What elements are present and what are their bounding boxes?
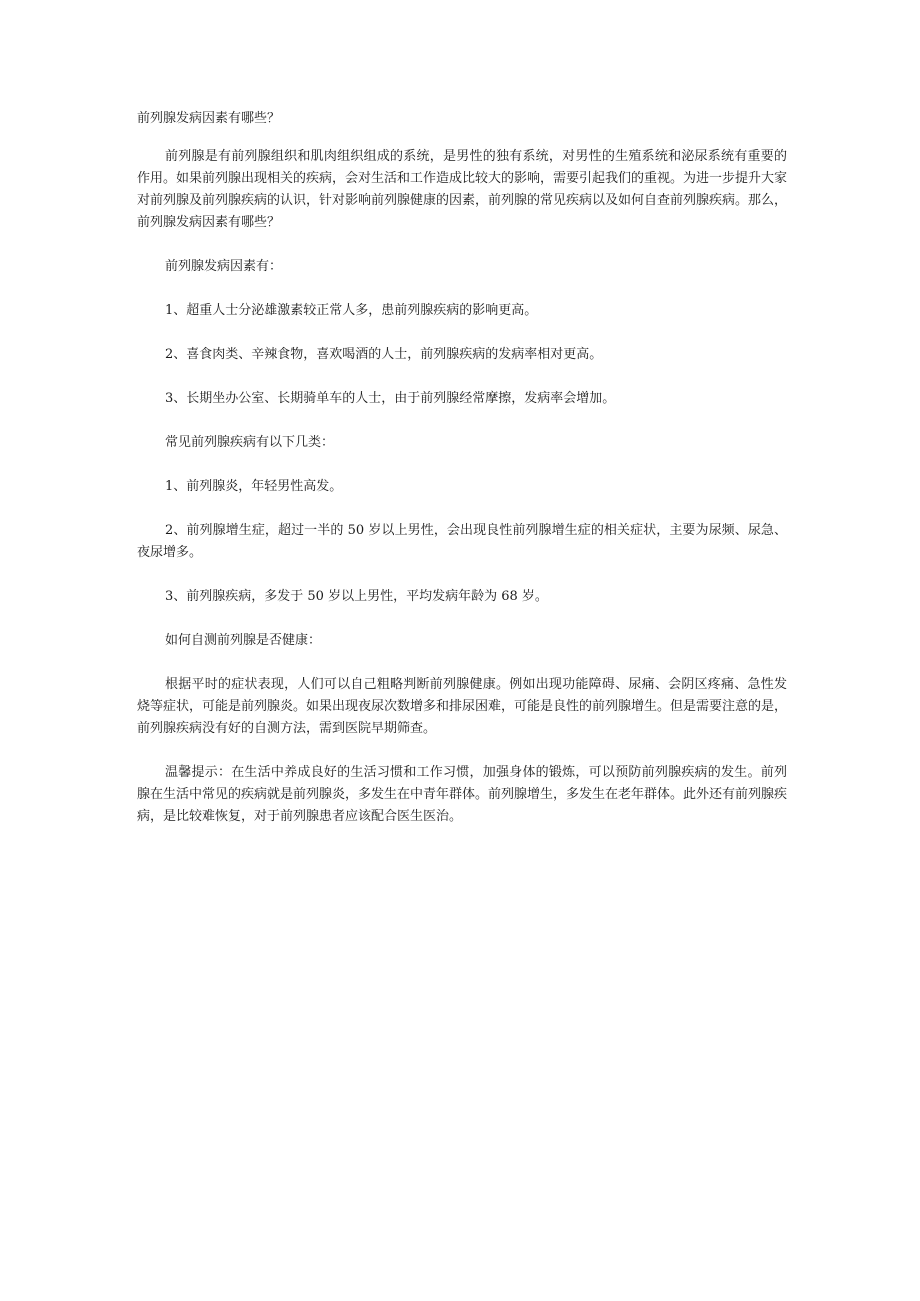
document-title: 前列腺发病因素有哪些？ (137, 111, 281, 126)
selfcheck-heading: 如何自测前列腺是否健康： (165, 633, 322, 648)
diseases-heading: 常见前列腺疾病有以下几类： (165, 435, 335, 450)
disease-item-2: 2、前列腺增生症，超过一半的 50 岁以上男性，会出现良性前列腺增生症的相关症状，主要为尿频、尿急、夜尿增多。 (137, 523, 787, 560)
factor-item-3: 3、长期坐办公室、长期骑单车的人士，由于前列腺经常摩擦，发病率会增加。 (165, 391, 616, 406)
factor-item-2: 2、喜食肉类、辛辣食物，喜欢喝酒的人士，前列腺疾病的发病率相对更高。 (165, 347, 603, 362)
document-page (137, 108, 787, 828)
selfcheck-paragraph: 根据平时的症状表现，人们可以自己粗略判断前列腺健康。例如出现功能障碍、尿痛、会阴区疼痛、急性发烧等症状，可能是前列腺炎。如果出现夜尿次数增多和排尿困难，可能是良性的前列腺增生。但是需要注意的是，前列腺疾病没有好的自测方法，需到医院早期筛查。 (137, 677, 788, 736)
disease-item-3: 3、前列腺疾病，多发于 50 岁以上男性，平均发病年龄为 68 岁。 (165, 589, 548, 604)
disease-item-1: 1、前列腺炎，年轻男性高发。 (165, 479, 343, 494)
factors-heading: 前列腺发病因素有： (165, 259, 283, 274)
factor-item-1: 1、超重人士分泌雄激素较正常人多，患前列腺疾病的影响更高。 (165, 303, 538, 318)
tip-paragraph: 温馨提示：在生活中养成良好的生活习惯和工作习惯，加强身体的锻炼，可以预防前列腺疾病的发生。前列腺在生活中常见的疾病就是前列腺炎，多发生在中青年群体。前列腺增生，多发生在老年群体。此外还有前列腺疾病，是比较难恢复，对于前列腺患者应该配合医生医治。 (137, 765, 788, 824)
intro-paragraph: 前列腺是有前列腺组织和肌肉组织组成的系统，是男性的独有系统，对男性的生殖系统和泌尿系统有重要的作用。如果前列腺出现相关的疾病，会对生活和工作造成比较大的影响，需要引起我们的重视。为进一步提升大家对前列腺及前列腺疾病的认识，针对影响前列腺健康的因素，前列腺的常见疾病以及如何自查前列腺疾病。那么，前列腺发病因素有哪些？ (137, 149, 788, 230)
